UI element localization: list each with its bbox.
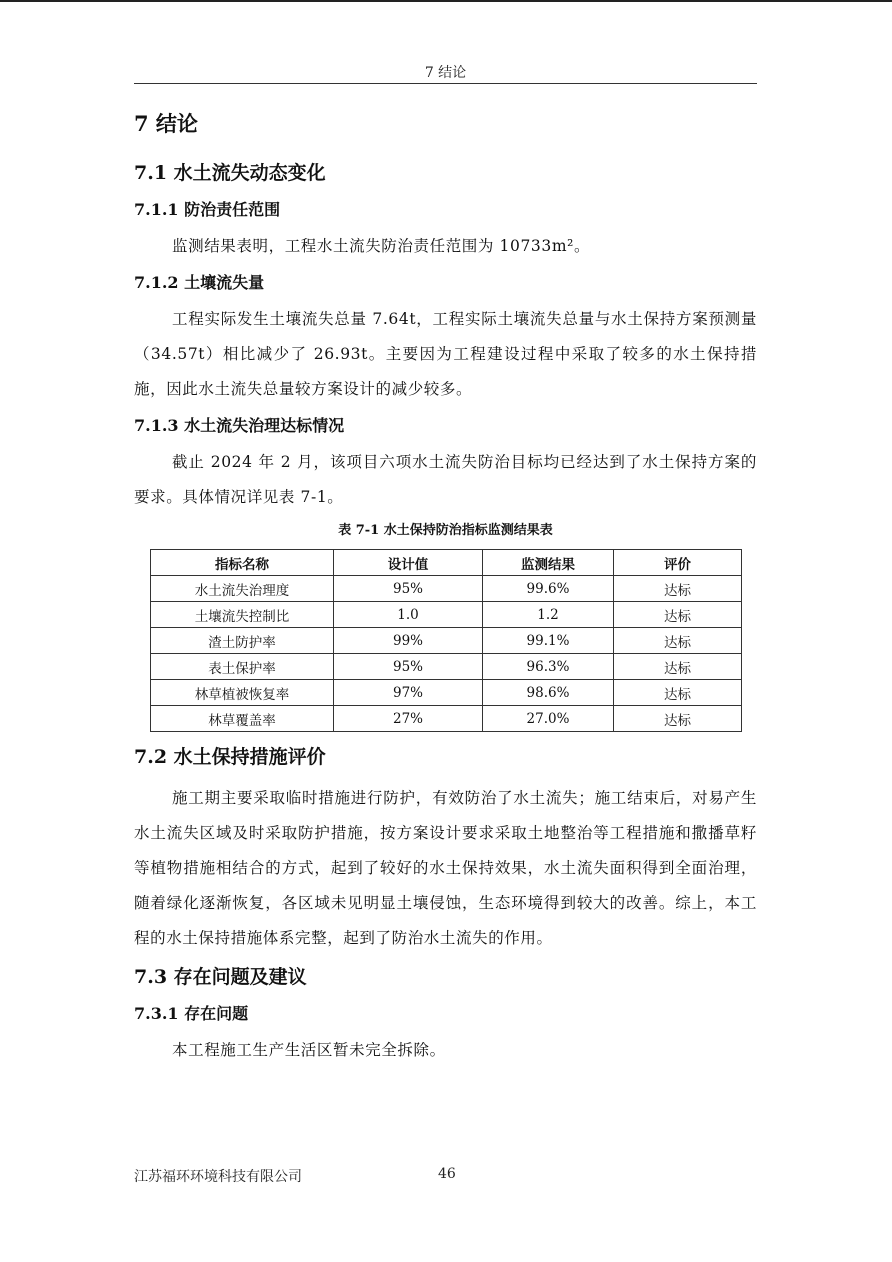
table-row — [151, 602, 742, 628]
monitoring-results-table — [150, 549, 742, 732]
table-header-cell: 监测结果 — [483, 550, 614, 576]
table-row — [151, 654, 742, 680]
footer-company: 江苏福环环境科技有限公司 — [134, 1169, 302, 1185]
table-cell: 渣土防护率 — [151, 628, 334, 654]
table-cell: 1.0 — [334, 602, 483, 628]
table-spacer — [134, 732, 757, 742]
page-top-border — [0, 0, 892, 2]
section-7-1-2-title: 7.1.2 土壤流失量 — [134, 273, 265, 292]
section-7-1-2-text: 工程实际发生土壤流失总量 7.64t，工程实际土壤流失总量与水土保持方案预测量（34.57t）相比减少了 26.93t。主要因为工程建设过程中采取了较多的水土保持措施，因此水土流失总量较方案设计的减少较多。 — [134, 310, 757, 398]
section-7-1-3-text: 截止 2024 年 2 月，该项目六项水土流失防治目标均已经达到了水土保持方案的要求。具体情况详见表 7-1。 — [134, 453, 757, 506]
table-header-row — [151, 550, 742, 576]
table-cell: 达标 — [614, 628, 742, 654]
section-7-3-1-text: 本工程施工生产生活区暂未完全拆除。 — [172, 1041, 446, 1059]
section-7-1-1-title: 7.1.1 防治责任范围 — [134, 200, 281, 219]
table-cell: 达标 — [614, 706, 742, 732]
header-rule — [134, 83, 757, 84]
table-cell: 1.2 — [483, 602, 614, 628]
table-cell: 27% — [334, 706, 483, 732]
table-cell: 土壤流失控制比 — [151, 602, 334, 628]
table-cell: 95% — [334, 576, 483, 602]
table-row — [151, 576, 742, 602]
table-cell: 达标 — [614, 654, 742, 680]
page-content — [134, 108, 757, 1074]
table-cell: 林草覆盖率 — [151, 706, 334, 732]
table-cell: 表土保护率 — [151, 654, 334, 680]
table-cell: 达标 — [614, 602, 742, 628]
table-cell: 达标 — [614, 576, 742, 602]
section-7-2-title: 7.2 水土保持措施评价 — [134, 746, 326, 768]
table-cell: 达标 — [614, 680, 742, 706]
table-cell: 96.3% — [483, 654, 614, 680]
table-cell: 99% — [334, 628, 483, 654]
table-cell: 水土流失治理度 — [151, 576, 334, 602]
table-row — [151, 680, 742, 706]
running-header: 7 结论 — [424, 65, 467, 81]
table-caption: 表 7-1 水土保持防治指标监测结果表 — [338, 523, 553, 538]
table-cell: 99.6% — [483, 576, 614, 602]
section-7-1-1-text: 监测结果表明，工程水土流失防治责任范围为 10733m²。 — [172, 237, 591, 255]
table-cell: 98.6% — [483, 680, 614, 706]
section-7-3-title: 7.3 存在问题及建议 — [134, 966, 307, 988]
table-header-cell: 设计值 — [334, 550, 483, 576]
section-7-1-3-title: 7.1.3 水土流失治理达标情况 — [134, 416, 345, 435]
table-cell: 95% — [334, 654, 483, 680]
table-cell: 99.1% — [483, 628, 614, 654]
section-7-2-text: 施工期主要采取临时措施进行防护，有效防治了水土流失；施工结束后，对易产生水土流失区域及时采取防护措施，按方案设计要求采取土地整治等工程措施和撒播草籽等植物措施相结合的方式，起到了较好的水土保持效果，水土流失面积得到全面治理，随着绿化逐渐恢复，各区域未见明显土壤侵蚀，生态环境得到较大的改善。综上，本工程的水土保持措施体系完整，起到了防治水土流失的作用。 — [134, 789, 757, 947]
table-header-cell: 评价 — [614, 550, 742, 576]
table-cell: 97% — [334, 680, 483, 706]
page-number: 46 — [438, 1166, 456, 1182]
table-cell: 林草植被恢复率 — [151, 680, 334, 706]
table-header-cell: 指标名称 — [151, 550, 334, 576]
section-7-1-title: 7.1 水土流失动态变化 — [134, 162, 326, 184]
table-row — [151, 706, 742, 732]
table-cell: 27.0% — [483, 706, 614, 732]
section-7-3-1-title: 7.3.1 存在问题 — [134, 1004, 249, 1023]
table-row — [151, 628, 742, 654]
chapter-title: 7 结论 — [134, 111, 198, 136]
